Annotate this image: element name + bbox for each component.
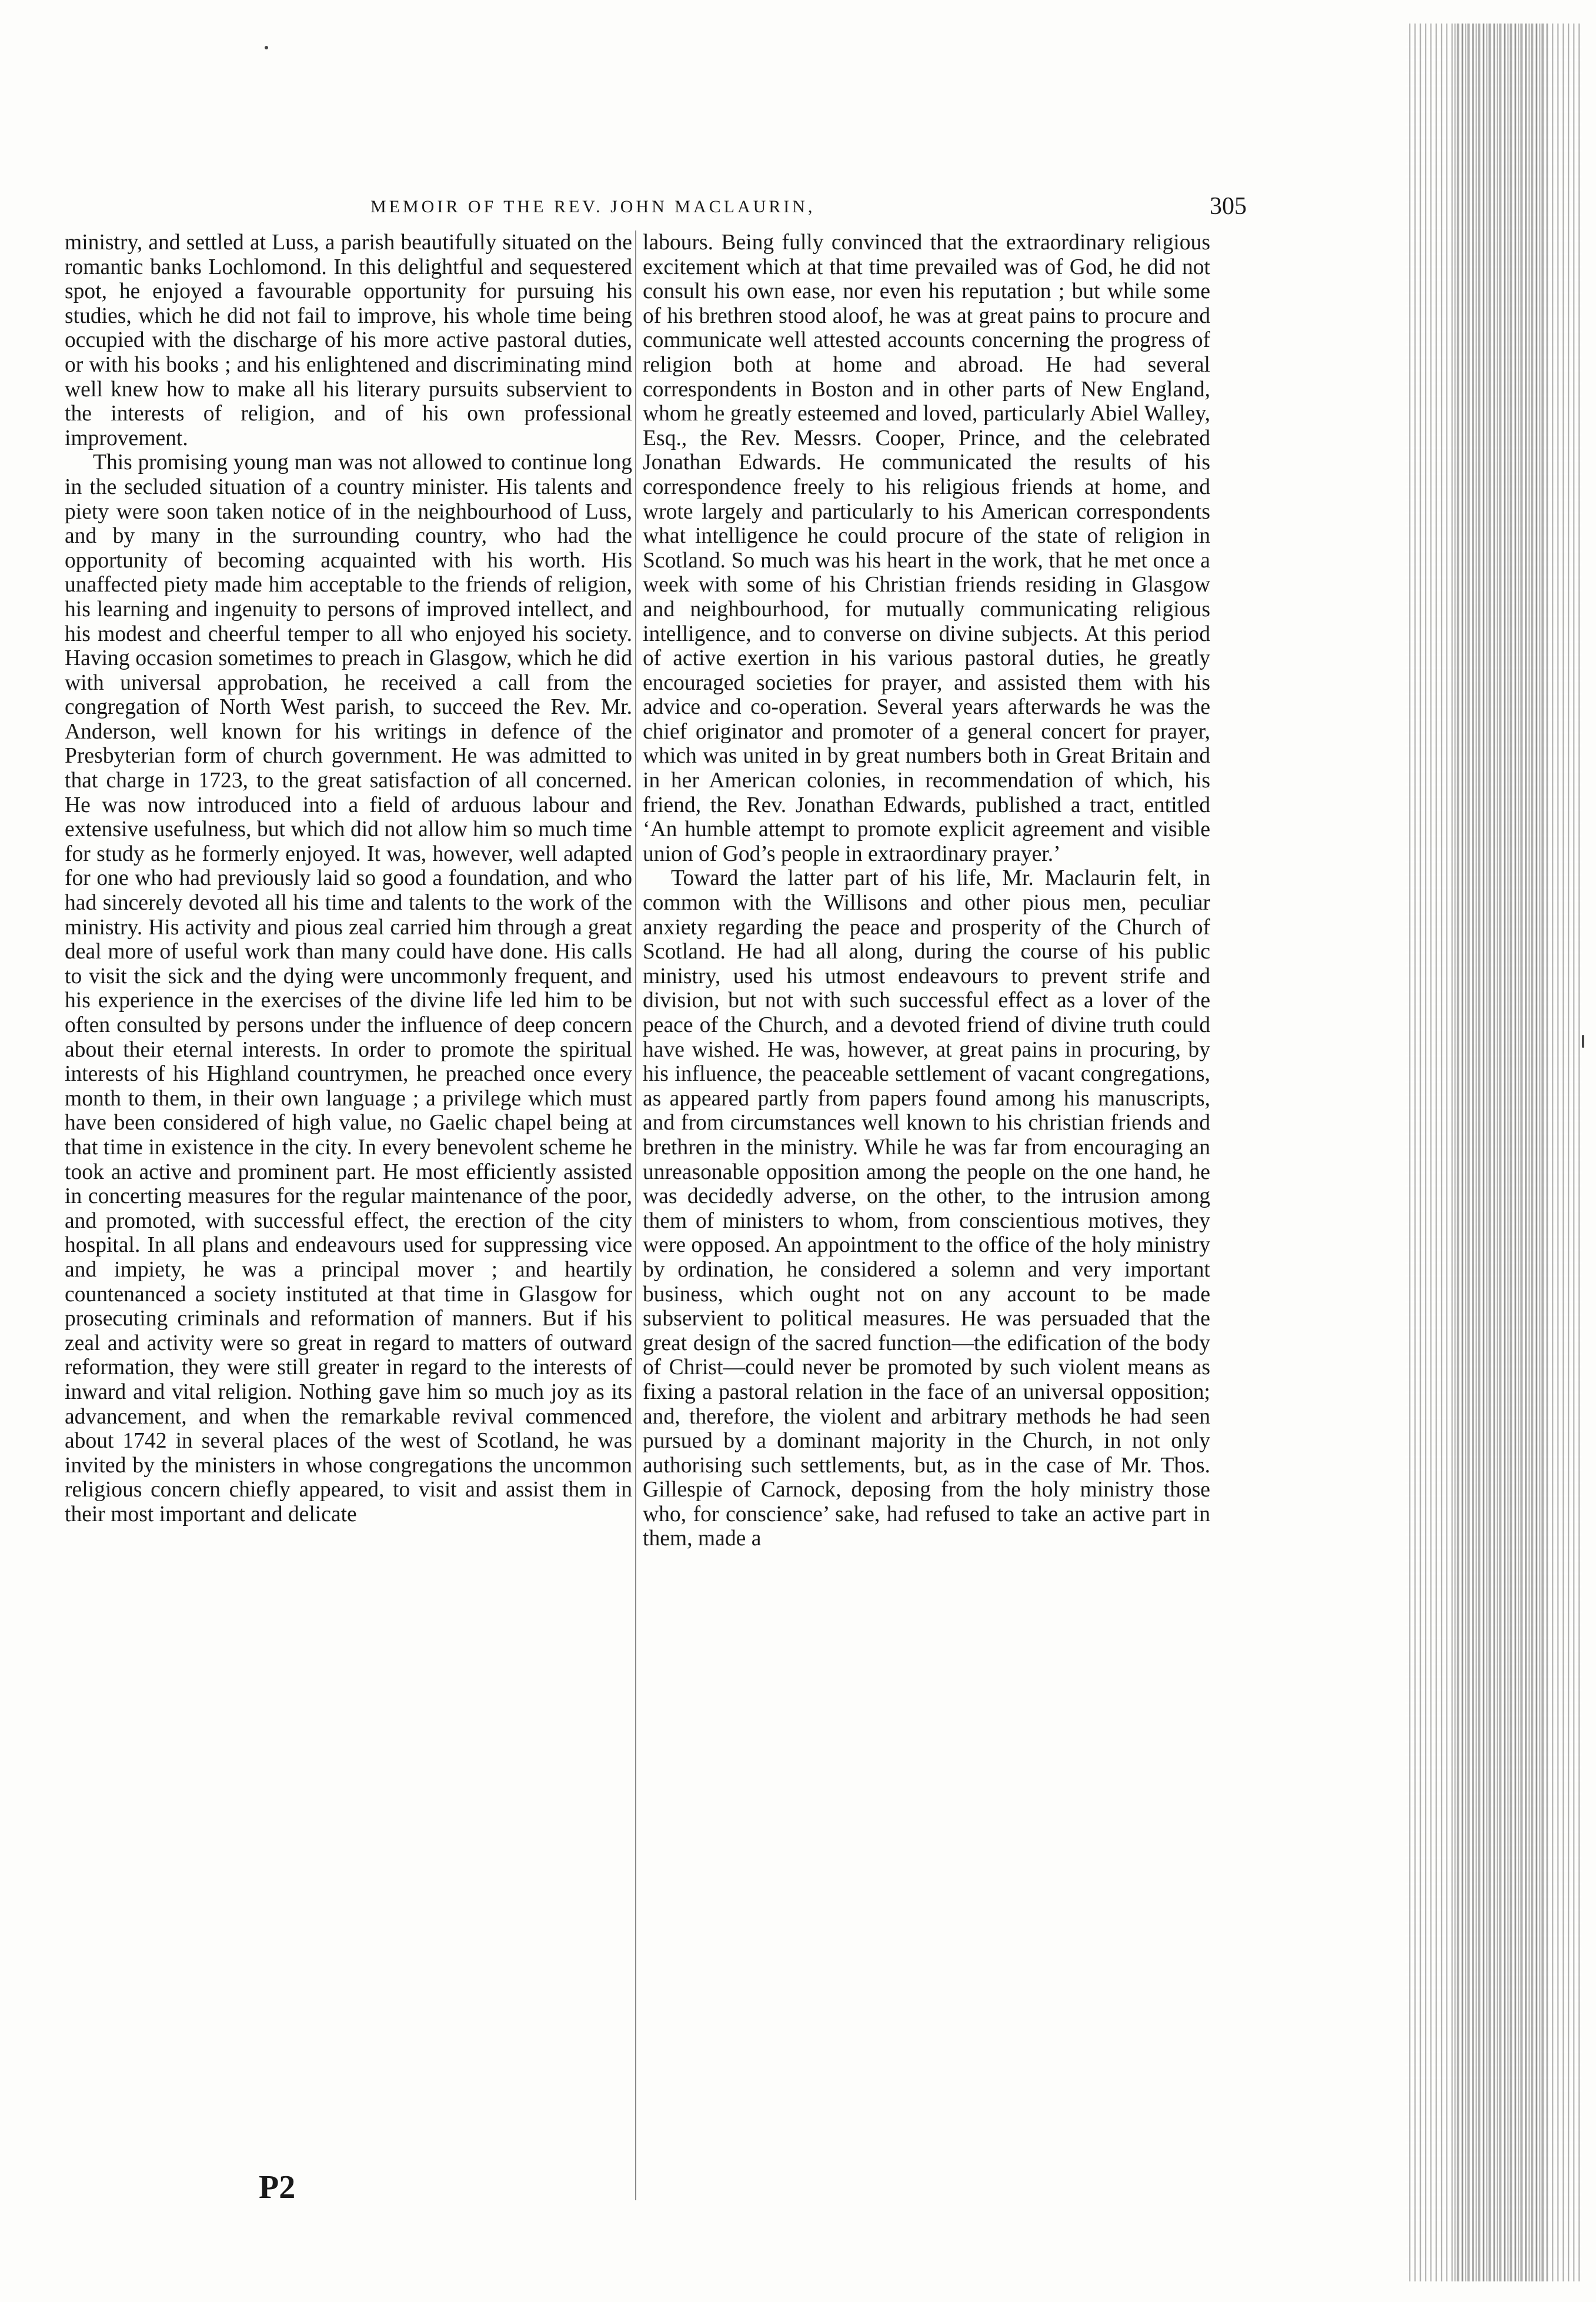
right-column: [643, 230, 1210, 1551]
page-number: 305: [1210, 193, 1247, 220]
running-title: MEMOIR OF THE REV. JOHN MACLAURIN,: [370, 197, 816, 216]
left-column: [65, 230, 632, 1526]
scan-speck: [265, 46, 268, 49]
left-paragraph-1: ministry, and settled at Luss, a parish beautifully situated on the romantic banks Lochlomond. In this delightful and sequestered spot, he enjoyed a favourable opportunity for pursuing his studies, which he did not fail to improve, his whole time being occupied with the discharge of his more active pastoral duties, or with his books ; and his enlightened and discriminating mind well knew how to make all his literary pursuits subservient to the interests of religion, and of his own professional improvement.: [65, 230, 632, 450]
signature-mark: P2: [259, 2169, 296, 2206]
binding-edge-scan-artifact: [1405, 24, 1582, 2281]
right-paragraph-1: labours. Being fully convinced that the extraordinary religious excitement which at that time prevailed was of God, he did not consult his own ease, nor even his reputation ; but while some of his brethren stood aloof, he was at great pains to procure and communicate well attested accounts concerning the progress of religion both at home and abroad. He had several correspondents in Boston and in other parts of New England, whom he greatly esteemed and loved, particularly Abiel Walley, Esq., the Rev. Messrs. Cooper, Prince, and the celebrated Jonathan Edwards. He communicated the results of his correspondence freely to his religious friends at home, and wrote largely and particularly to his American correspondents what intelligence he could procure of the state of religion in Scotland. So much was his heart in the work, that he met once a week with some of his Christian friends residing in Glasgow and neighbourhood, for mutually communicating religious intelligence, and to converse on divine subjects. At this period of active exertion in his various pastoral duties, he greatly encouraged societies for prayer, and assisted them with his advice and co-operation. Several years afterwards he was the chief originator and promoter of a general concert for prayer, which was united in by great numbers both in Great Britain and in her American colonies, in recommendation of which, his friend, the Rev. Jonathan Edwards, published a tract, entitled ‘An humble attempt to promote explicit agreement and visible union of God’s people in extraordinary prayer.’: [643, 230, 1210, 866]
right-paragraph-2: Toward the latter part of his life, Mr. Maclaurin felt, in common with the Willisons and other pious men, peculiar anxiety regarding the peace and prosperity of the Church of Scotland. He had all along, during the course of his public ministry, used his utmost endeavours to prevent strife and division, but not with such successful effect as a lover of the peace of the Church, and a devoted friend of divine truth could have wished. He was, however, at great pains in procuring, by his influence, the peaceable settlement of vacant congregations, as appeared partly from papers found among his manuscripts, and from circumstances well known to his christian friends and brethren in the ministry. While he was far from encouraging an unreasonable opposition among the people on the one hand, he was decidedly adverse, on the other, to the intrusion among them of ministers to whom, from conscientious motives, they were opposed. An appointment to the office of the holy ministry by ordination, he considered a solemn and very important business, which ought not on any account to be made subservient to political measures. He was persuaded that the great design of the sacred function—the edification of the body of Christ—could never be promoted by such violent means as fixing a pastoral relation in the face of an universal opposition; and, therefore, the violent and arbitrary methods he had seen pursued by a dominant majority in the Church, in not only authorising such settlements, but, as in the case of Mr. Thos. Gillespie of Carnock, deposing from the holy ministry those who, for conscience’ sake, had refused to take an active part in them, made a: [643, 866, 1210, 1551]
binding-edge-inner: [1453, 24, 1547, 2281]
scan-speck: [1582, 1035, 1584, 1048]
column-divider: [635, 230, 636, 2200]
page-header: [171, 193, 1247, 232]
left-paragraph-2: This promising young man was not allowed to continue long in the secluded situation of a country minister. His talents and piety were soon taken notice of in the neighbourhood of Luss, and by many in the surrounding country, who had the opportunity of becoming acquainted with his worth. His unaffected piety made him acceptable to the friends of religion, his learning and ingenuity to persons of improved intellect, and his modest and cheerful temper to all who enjoyed his society. Having occasion sometimes to preach in Glasgow, which he did with universal approbation, he received a call from the congregation of North West parish, to succeed the Rev. Mr. Anderson, well known for his writings in defence of the Presbyterian form of church government. He was admitted to that charge in 1723, to the great satisfaction of all concerned. He was now introduced into a field of arduous labour and extensive usefulness, but which did not allow him so much time for study as he formerly enjoyed. It was, however, well adapted for one who had previously laid so good a foundation, and who had sincerely devoted all his time and talents to the work of the ministry. His activity and pious zeal carried him through a great deal more of useful work than many could have done. His calls to visit the sick and the dying were uncommonly frequent, and his experience in the exercises of the divine life led him to be often consulted by persons under the influence of deep concern about their eternal interests. In order to promote the spiritual interests of his Highland countrymen, he preached once every month to them, in their own language ; a privilege which must have been considered of high value, no Gaelic chapel being at that time in existence in the city. In every benevolent scheme he took an active and prominent part. He most efficiently assisted in concerting measures for the regular maintenance of the poor, and promoted, with successful effect, the erection of the city hospital. In all plans and endeavours used for suppressing vice and impiety, he was a principal mover ; and heartily countenanced a society instituted at that time in Glasgow for prosecuting criminals and reformation of manners. But if his zeal and activity were so great in regard to matters of outward reformation, they were still greater in regard to the interests of inward and vital religion. Nothing gave him so much joy as its advancement, and when the remarkable revival commenced about 1742 in several places of the west of Scotland, he was invited by the ministers in whose congregations the uncommon religious concern chiefly appeared, to visit and assist them in their most important and delicate: [65, 450, 632, 1526]
